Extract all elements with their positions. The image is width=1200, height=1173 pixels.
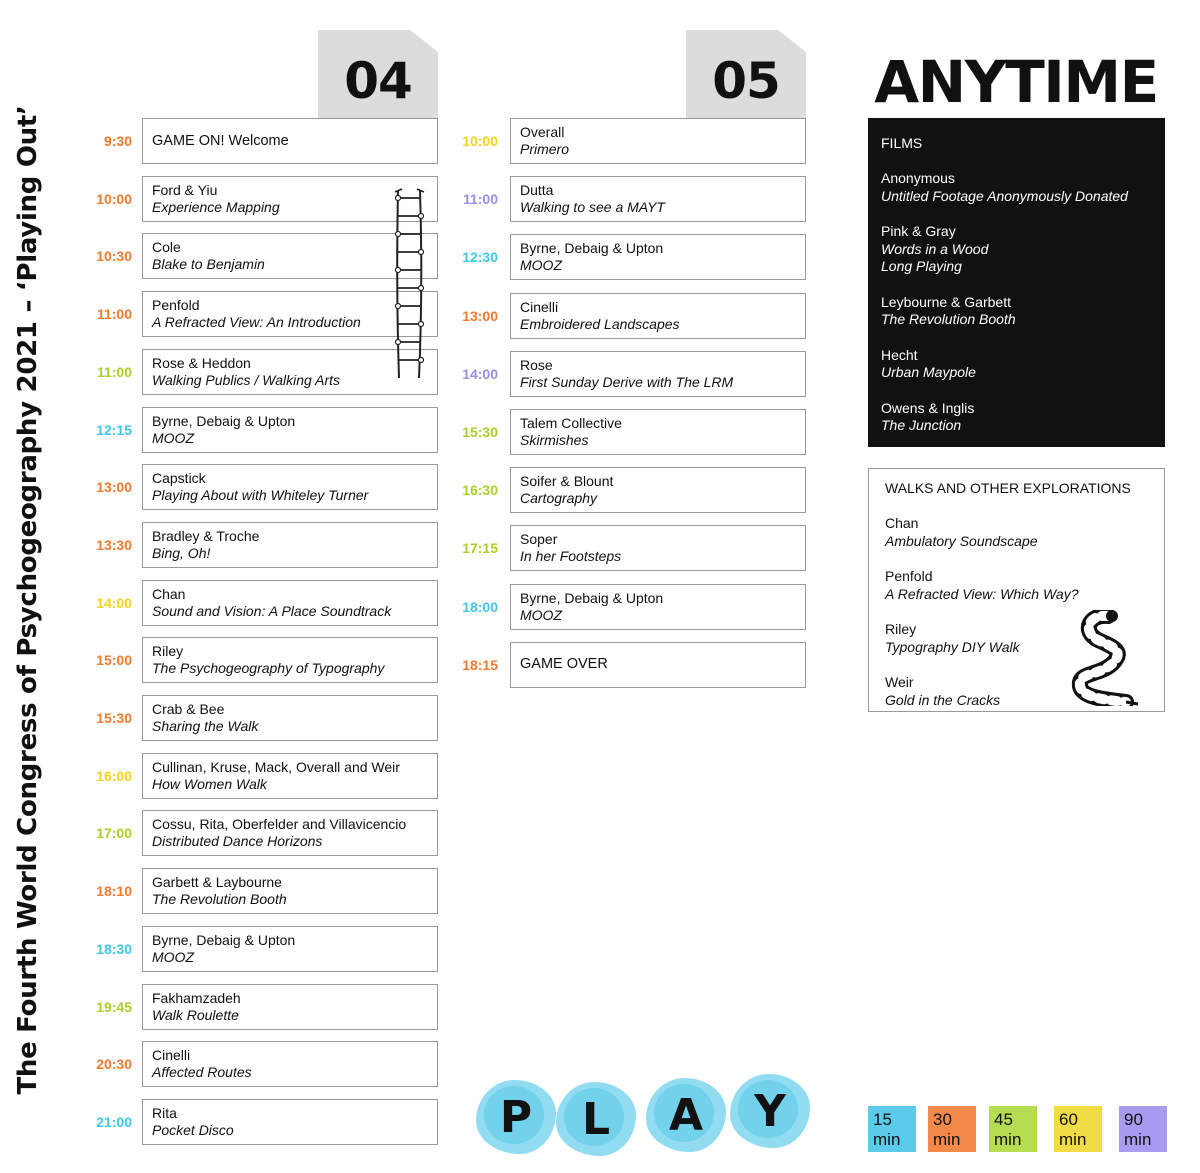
event-presenter: Rita (152, 1104, 177, 1121)
event-title: In her Footsteps (520, 548, 622, 565)
walk-item (885, 515, 1164, 550)
day-header-05 (686, 30, 806, 118)
event-time: 20:30 (96, 1056, 132, 1073)
event-title: The Revolution Booth (152, 891, 287, 908)
event-time: 14:00 (96, 594, 132, 611)
event-title: MOOZ (520, 606, 562, 623)
film-title: The Junction (881, 417, 962, 433)
event-time: 11:00 (96, 363, 132, 380)
snake-icon (1068, 610, 1142, 706)
event-time: 17:15 (462, 540, 498, 557)
legend-45-min: 45 min (989, 1106, 1037, 1152)
play-letter-y: Y (730, 1074, 810, 1148)
event-title: Skirmishes (520, 432, 589, 448)
event-card (510, 234, 806, 280)
event-card (142, 1041, 438, 1087)
event-card (510, 176, 806, 222)
walk-title: A Refracted View: Which Way? (885, 585, 1079, 602)
event-title: Blake to Benjamin (152, 256, 265, 273)
event-presenter: Dutta (520, 182, 554, 199)
walk-presenter: Riley (885, 621, 917, 637)
event-title: Affected Routes (152, 1064, 252, 1081)
event-time: 18:00 (462, 598, 498, 615)
play-letter-l: L (556, 1082, 636, 1156)
event-presenter: Byrne, Debaig & Upton (520, 589, 664, 606)
event-card (142, 1099, 438, 1145)
event-time: 15:00 (96, 652, 132, 669)
event-title: First Sunday Derive with The LRM (520, 373, 734, 390)
event-time: 21:00 (96, 1113, 132, 1130)
legend-15-min: 15 min (868, 1106, 916, 1152)
film-presenter: Owens & Inglis (881, 399, 975, 416)
film-presenter: Leybourne & Garbett (881, 293, 1011, 310)
event-title: Cartography (520, 490, 598, 507)
event-presenter: Talem Collective (520, 415, 622, 431)
event-presenter: GAME OVER (520, 656, 608, 673)
event-card (510, 642, 806, 688)
event-time: 16:00 (96, 767, 132, 784)
event-presenter: Rose (520, 356, 553, 373)
event-title: MOOZ (152, 429, 194, 446)
event-title: Walking to see a MAYT (520, 199, 665, 216)
event-time: 15:30 (96, 710, 132, 726)
event-card (142, 984, 438, 1030)
event-card (142, 118, 438, 164)
films-panel (868, 118, 1165, 447)
event-card (510, 293, 806, 339)
event-presenter: Fakhamzadeh (152, 989, 241, 1006)
event-presenter: GAME ON! Welcome (152, 132, 289, 149)
event-presenter: Ford & Yiu (152, 181, 218, 198)
event-title: Embroidered Landscapes (520, 315, 680, 332)
day-label-04: 04 (344, 52, 412, 110)
event-presenter: Crab & Bee (152, 701, 225, 717)
film-item (881, 347, 1165, 382)
event-time: 17:00 (96, 825, 132, 842)
walks-header: WALKS AND OTHER EXPLORATIONS (885, 480, 1131, 496)
event-presenter: Cullinan, Kruse, Mack, Overall and Weir (152, 758, 400, 775)
event-title: Walking Publics / Walking Arts (152, 371, 341, 388)
event-card (142, 407, 438, 453)
event-presenter: Byrne, Debaig & Upton (152, 412, 296, 429)
event-presenter: Overall (520, 124, 565, 140)
event-time: 11:00 (462, 191, 498, 208)
walk-title: Ambulatory Soundscape (885, 532, 1038, 549)
event-title: A Refracted View: An Introduction (152, 314, 361, 331)
event-title: The Psychogeography of Typography (152, 660, 385, 677)
event-time: 13:00 (96, 479, 132, 496)
event-card (510, 409, 806, 455)
event-card (142, 753, 438, 799)
walk-title: Gold in the Cracks (885, 691, 1001, 708)
event-card (142, 637, 438, 683)
event-presenter: Penfold (152, 297, 200, 314)
event-presenter: Chan (152, 585, 186, 602)
walk-presenter: Chan (885, 515, 919, 531)
anytime-title: ANYTIME (874, 48, 1158, 116)
film-presenter: Pink & Gray (881, 223, 956, 239)
event-title: Bing, Oh! (152, 544, 211, 561)
event-presenter: Garbett & Laybourne (152, 874, 282, 891)
event-time: 10:30 (96, 248, 132, 265)
event-card (142, 580, 438, 626)
films-header: FILMS (881, 135, 923, 151)
event-title: Primero (520, 141, 570, 157)
event-presenter: Bradley & Troche (152, 527, 260, 544)
event-time: 11:00 (96, 306, 132, 323)
event-time: 10:00 (462, 133, 498, 149)
event-title: Pocket Disco (152, 1121, 234, 1138)
event-time: 15:30 (462, 424, 498, 440)
event-time: 13:00 (462, 307, 498, 324)
event-time: 9:30 (103, 133, 132, 149)
day-label-05: 05 (712, 52, 780, 110)
film-presenter: Hecht (881, 346, 918, 363)
event-title: Playing About with Whiteley Turner (152, 487, 369, 504)
event-presenter: Soper (520, 531, 558, 548)
event-title: Walk Roulette (152, 1006, 239, 1023)
event-time: 13:30 (96, 536, 132, 553)
event-title: Distributed Dance Horizons (152, 833, 323, 850)
event-card (510, 525, 806, 571)
legend-90-min: 90 min (1119, 1106, 1167, 1152)
event-title: Sound and Vision: A Place Soundtrack (152, 602, 392, 619)
film-title: The Revolution Booth (881, 311, 1016, 327)
event-title: Experience Mapping (152, 198, 280, 215)
ladder-icon (390, 186, 430, 382)
event-time: 18:30 (96, 940, 132, 957)
event-presenter: Cinelli (520, 298, 559, 315)
event-time: 12:15 (96, 421, 132, 438)
event-card (510, 584, 806, 630)
event-presenter: Capstick (152, 470, 206, 487)
event-presenter: Cinelli (152, 1047, 191, 1064)
films-list (881, 170, 1165, 435)
event-title: MOOZ (520, 257, 562, 274)
event-presenter: Byrne, Debaig & Upton (520, 240, 664, 257)
event-card (510, 467, 806, 513)
event-time: 18:15 (462, 656, 498, 673)
event-title: MOOZ (152, 948, 194, 965)
film-title: Long Playing (881, 258, 962, 274)
film-title: Urban Maypole (881, 364, 976, 380)
event-time: 18:10 (96, 883, 132, 900)
film-item (881, 294, 1165, 329)
walk-title: Typography DIY Walk (885, 638, 1020, 655)
film-item (881, 170, 1165, 205)
event-presenter: Byrne, Debaig & Upton (152, 931, 296, 948)
conference-title: The Fourth World Congress of Psychogeography 2021 – ‘Playing Out’ (13, 105, 43, 1095)
film-item (881, 223, 1165, 276)
event-time: 19:45 (96, 998, 132, 1015)
play-letter-p: P (476, 1080, 556, 1154)
event-time: 14:00 (462, 365, 498, 382)
event-presenter: Cole (152, 239, 181, 256)
event-card (510, 118, 806, 164)
film-title: Untitled Footage Anonymously Donated (881, 187, 1128, 204)
event-time: 16:30 (462, 482, 498, 499)
event-time: 12:30 (462, 249, 498, 266)
event-title: How Women Walk (152, 775, 267, 792)
walk-item (885, 568, 1164, 603)
event-card (142, 868, 438, 914)
walk-presenter: Penfold (885, 568, 933, 584)
film-item (881, 400, 1165, 435)
event-card (510, 351, 806, 397)
event-card (142, 464, 438, 510)
event-time: 10:00 (96, 190, 132, 207)
event-presenter: Rose & Heddon (152, 354, 251, 371)
event-title: Sharing the Walk (152, 718, 259, 734)
play-letter-a: A (646, 1078, 726, 1152)
event-card (142, 810, 438, 856)
event-presenter: Riley (152, 643, 184, 660)
legend-30-min: 30 min (928, 1106, 976, 1152)
event-presenter: Cossu, Rita, Oberfelder and Villavicencio (152, 816, 407, 833)
legend-60-min: 60 min (1054, 1106, 1102, 1152)
day-header-04 (318, 30, 438, 118)
event-presenter: Soifer & Blount (520, 473, 614, 490)
film-title: Words in a Wood (881, 240, 989, 257)
event-card (142, 695, 438, 741)
film-presenter: Anonymous (881, 170, 955, 186)
walk-presenter: Weir (885, 674, 914, 690)
event-card (142, 926, 438, 972)
event-card (142, 522, 438, 568)
